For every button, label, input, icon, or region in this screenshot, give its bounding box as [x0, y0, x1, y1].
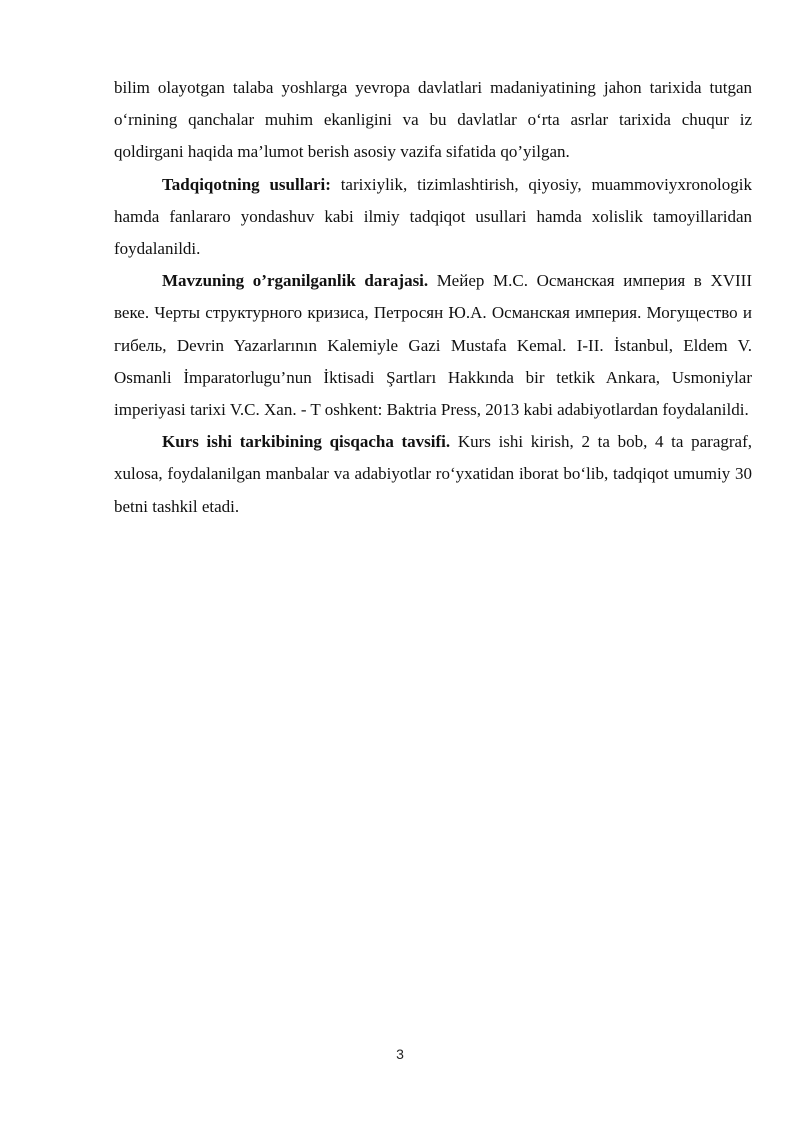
paragraph-text: Kurs ishi kirish, 2 ta bob, 4 ta paragraf, xulosa, foydalanilgan manbalar va adabiyotlar ro‘yxatidan iborat bo‘lib, tadqiqot umumiy 30 betni tashkil etadi. [114, 432, 753, 516]
paragraph-text: bilim olayotgan talaba yoshlarga yevropa davlatlari madaniyatining jahon tarixida tutgan o‘rnining qanchalar muhim ekanligini va bu davlatlar o‘rta asrlar tarixida chuqur iz qoldirgani haqida ma’lumot berish asosiy vazifa sifatida qo’yilgan. [114, 78, 752, 162]
paragraph-research-methods [114, 169, 752, 266]
paragraph-text: tarixiylik, tizimlashtirish, qiyosiy, muammoviyxronologik hamda fanlararo yondashuv kabi ilmiy tadqiqot usullari hamda xolislik tamoyillaridan foydalanildi. [114, 174, 752, 259]
paragraph-heading-research-methods: Tadqiqotning usullari: [162, 174, 331, 194]
paragraph-aim-continuation [114, 72, 752, 169]
page-number: 3 [396, 1046, 404, 1062]
paragraph-study-level [114, 265, 752, 426]
paragraph-heading-study-level: Mavzuning o’rganilganlik darajasi. [162, 271, 429, 291]
document-body [114, 72, 752, 523]
paragraph-structure-summary [114, 426, 752, 523]
paragraph-heading-structure-summary: Kurs ishi tarkibining qisqacha tavsifi. [162, 432, 451, 452]
paragraph-text: Мейер М.С. Османская империя в XVIII веке. Черты структурного кризиса, Петросян Ю.А. Османская империя. Могущество и гибель, Devrin Yazarlarının Kalemiyle Gazi Mustafa Kemal. I-II. İstanbul, Eldem V. Osmanli İmparatorlugu’nun İktisadi Şartları Hakkında bir tetkik Ankara, Usmoniylar imperiyasi tarixi V.C. Xan. - T oshkent: Baktria Press, 2013 kabi adabiyotlardan foydalanildi. [114, 271, 752, 420]
